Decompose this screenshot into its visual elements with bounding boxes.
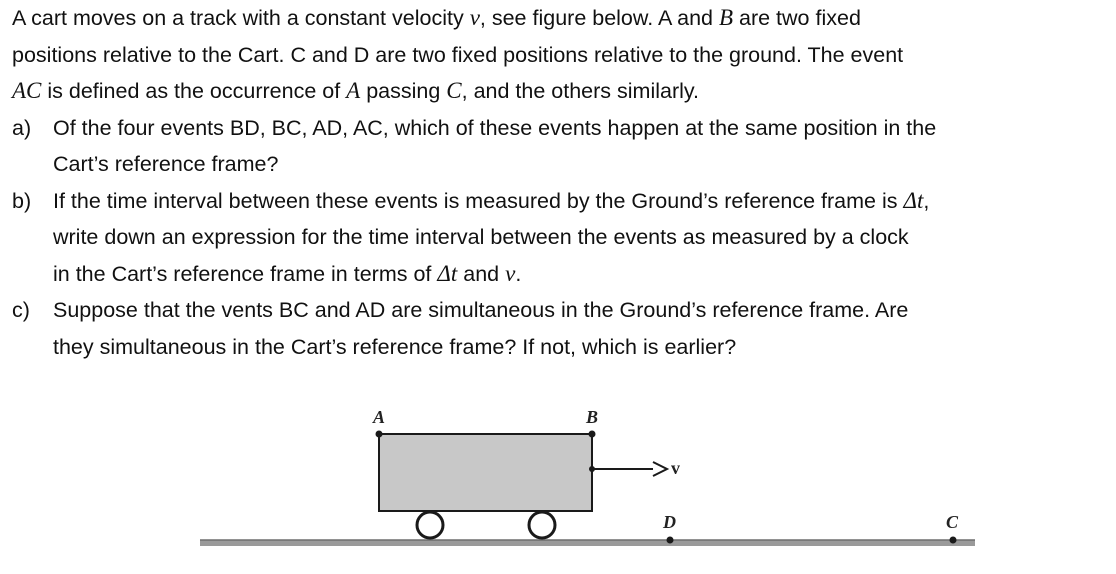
question-c-line-1: Suppose that the vents BC and AD are simultaneous in the Ground’s reference frame. Are [53, 298, 909, 322]
point-b-marker [589, 431, 596, 438]
delta-t-symbol: Δt [903, 187, 924, 213]
point-d-marker [667, 537, 674, 544]
question-c-label: c) [12, 298, 30, 322]
delta-t-symbol: Δt [437, 260, 458, 286]
question-b-line-1: If the time interval between these events is measured by the Ground’s reference frame is Δt, [53, 187, 930, 213]
label-v: v [671, 458, 680, 478]
ground-track [200, 540, 975, 546]
question-a-label: a) [12, 115, 32, 140]
question-c-line-2: they simultaneous in the Cart’s reference frame? If not, which is earlier? [53, 334, 737, 359]
question-b-label: b) [12, 188, 32, 213]
question-b [12, 183, 1107, 293]
cart-diagram [195, 398, 985, 570]
label-a: A [373, 407, 386, 427]
point-a-marker [376, 431, 383, 438]
question-b-line-2: write down an expression for the time interval between the events as measured by a clock [53, 225, 909, 249]
question-a-line-2: Cart’s reference frame? [53, 152, 279, 176]
velocity-symbol: v [469, 5, 480, 30]
cart-wheel-left [417, 512, 443, 538]
point-c-symbol: C [446, 78, 462, 103]
intro-line-3: AC is defined as the occurrence of A passing C, and the others similarly. [12, 78, 700, 103]
question-a-line-1: Of the four events BD, BC, AD, AC, which of these events happen at the same position in the [53, 115, 937, 140]
cart-body [379, 434, 592, 511]
intro-line-1: A cart moves on a track with a constant velocity v, see figure below. A and B are two fixed [12, 5, 861, 30]
velocity-arrow-head [653, 462, 667, 476]
question-a [12, 110, 1107, 183]
point-a-symbol: A [346, 78, 361, 103]
point-b-symbol: B [718, 5, 734, 30]
point-c-marker [950, 537, 957, 544]
question-c [12, 292, 1107, 365]
event-ac-symbol: AC [12, 78, 42, 103]
velocity-symbol: v [505, 260, 516, 286]
label-b: B [586, 407, 599, 427]
cart-figure [195, 398, 985, 570]
question-b-line-3: in the Cart’s reference frame in terms of Δt and v. [53, 260, 522, 286]
problem-text [12, 0, 1107, 365]
label-d: D [663, 512, 676, 532]
label-c: C [946, 512, 959, 532]
intro-line-2: positions relative to the Cart. C and D are two fixed positions relative to the ground. The event [12, 42, 904, 67]
cart-wheel-right [529, 512, 555, 538]
